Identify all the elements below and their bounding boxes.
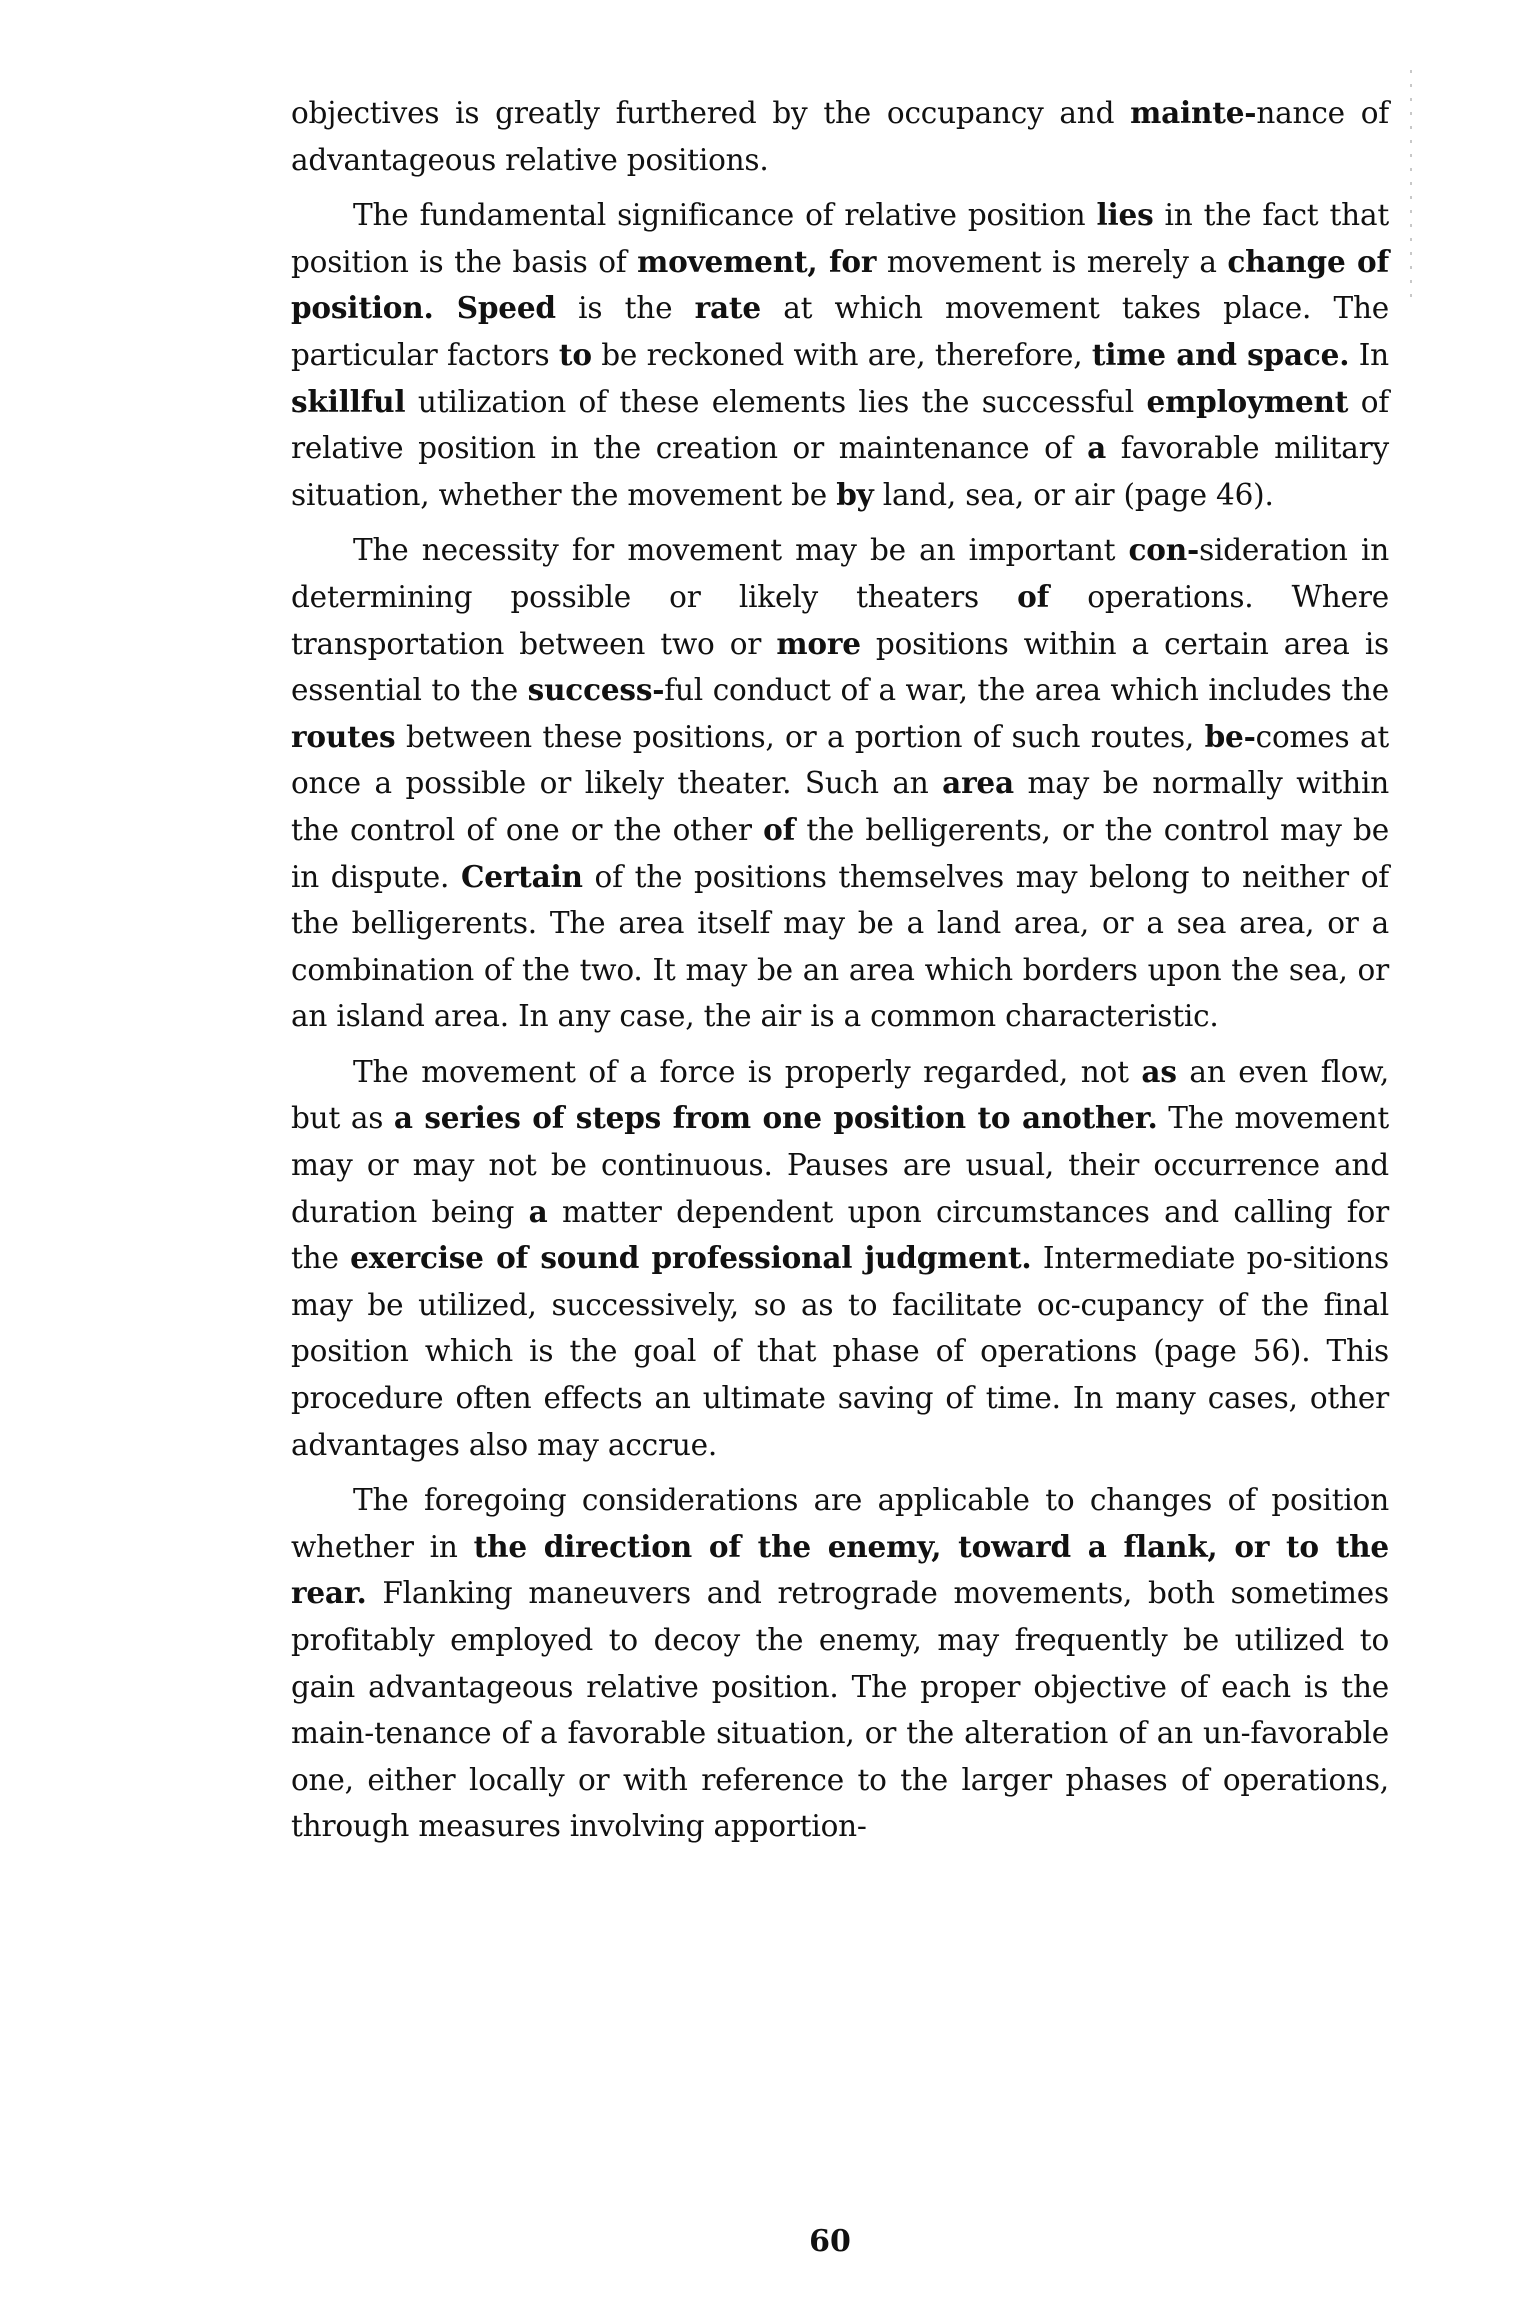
bold-text-run: Certain xyxy=(460,858,583,894)
bold-text-run: change of position. Speed xyxy=(291,243,1389,326)
bold-text-run: a series of steps from one position to another. xyxy=(393,1100,1158,1136)
text-run: nance of advantageous relative positions. xyxy=(291,96,1390,177)
bold-text-run: more xyxy=(776,625,861,661)
bold-text-run: routes xyxy=(291,718,396,754)
paragraph xyxy=(291,90,1389,183)
paragraph xyxy=(291,192,1389,518)
bold-text-run: of xyxy=(763,811,796,847)
bold-text-run: con- xyxy=(1128,532,1200,568)
bold-text-run: rate xyxy=(694,290,761,326)
text-run: the belligerents, or the control may be in dispute. xyxy=(291,812,1389,894)
bold-text-run: skillful xyxy=(291,383,406,419)
text-run: of the positions themselves may belong to neither of the belligerents. The area itself may be a land area, or a sea area, or a combination of the two. It may be an area which borders upon the sea, or an island area. In any case, the air is a common characteristic. xyxy=(291,859,1389,1034)
text-run: between these positions, or a portion of such routes, xyxy=(395,719,1205,754)
text-run: sideration in determining possible or likely theaters xyxy=(291,533,1389,614)
page-number: 60 xyxy=(809,2224,851,2259)
text-run: In xyxy=(1349,337,1389,372)
text-run: land, sea, or air (page 46). xyxy=(873,477,1274,512)
bold-text-run: be- xyxy=(1204,718,1256,754)
text-run: The necessity for movement may be an important xyxy=(353,533,1129,568)
text-run: utilization of these elements lies the successful xyxy=(405,384,1147,419)
text-run: The foregoing considerations are applicable to changes of position whether in xyxy=(291,1483,1389,1564)
text-run: may be normally within the control of one or the other xyxy=(291,766,1389,847)
text-run: of relative position in the creation or maintenance of xyxy=(291,384,1389,466)
scan-edge-artifact xyxy=(1410,70,1412,300)
text-run: Intermediate po-sitions may be utilized, successively, so as to facilitate oc-cupancy of the final position which is the goal of that phase of operations (page 56). This procedure often effects an ultimate saving of time. In many cases, other advantages also may accrue. xyxy=(291,1241,1390,1462)
paragraph xyxy=(291,527,1389,1040)
text-run: ful conduct of a war, the area which includes the xyxy=(664,673,1389,708)
bold-text-run: a xyxy=(528,1193,548,1229)
bold-text-run: by xyxy=(836,476,874,512)
text-run: an even flow, but as xyxy=(291,1054,1389,1136)
text-run: The movement of a force is properly regarded, not xyxy=(353,1054,1142,1089)
text-run: in the fact that position is the basis of xyxy=(291,198,1389,279)
text-run: be reckoned with are, therefore, xyxy=(591,337,1092,372)
bold-text-run: mainte- xyxy=(1130,95,1257,130)
bold-text-run: time and space. xyxy=(1091,336,1350,372)
text-run: operations. Where transportation between two or xyxy=(291,579,1389,661)
text-run: comes at once a possible or likely theater. Such an xyxy=(291,719,1389,801)
text-run: favorable military situation, whether the movement be xyxy=(291,431,1389,512)
bold-text-run: movement, for xyxy=(637,243,877,279)
bold-text-run: exercise of sound professional judgment. xyxy=(350,1240,1032,1276)
bold-text-run: employment xyxy=(1146,383,1349,419)
text-run: at which movement takes place. The particular factors xyxy=(291,291,1390,372)
bold-text-run: to xyxy=(558,336,592,372)
text-run: is the xyxy=(555,291,695,326)
bold-text-run: success- xyxy=(527,672,665,708)
text-run: objectives is greatly furthered by the occupancy and xyxy=(291,96,1131,130)
text-run: The movement may or may not be continuous. Pauses are usual, their occurrence and duration being xyxy=(291,1101,1389,1229)
text-run: positions within a certain area is essential to the xyxy=(291,626,1390,708)
bold-text-run: of xyxy=(1017,578,1050,614)
bold-text-run: area xyxy=(942,765,1014,801)
bold-text-run: as xyxy=(1141,1053,1177,1089)
text-run: The fundamental significance of relative position xyxy=(353,198,1097,233)
bold-text-run: a xyxy=(1087,430,1107,466)
paragraph xyxy=(291,1049,1389,1468)
page-body xyxy=(291,90,1389,1859)
bold-text-run: the direction of the enemy, toward a flank, or to the rear. xyxy=(291,1528,1389,1611)
text-run: Flanking maneuvers and retrograde movements, both sometimes profitably employed to decoy the enemy, may frequently be utilized to gain advantageous relative position. The proper objective of each is the main-tenance of a favorable situation, or the alteration of an un-favorable one, either locally or with reference to the larger phases of operations, through measures involving apportion- xyxy=(291,1576,1389,1844)
text-run: movement is merely a xyxy=(876,244,1228,279)
text-run: matter dependent upon circumstances and calling for the xyxy=(291,1194,1389,1276)
bold-text-run: lies xyxy=(1096,197,1154,233)
paragraph xyxy=(291,1477,1389,1850)
